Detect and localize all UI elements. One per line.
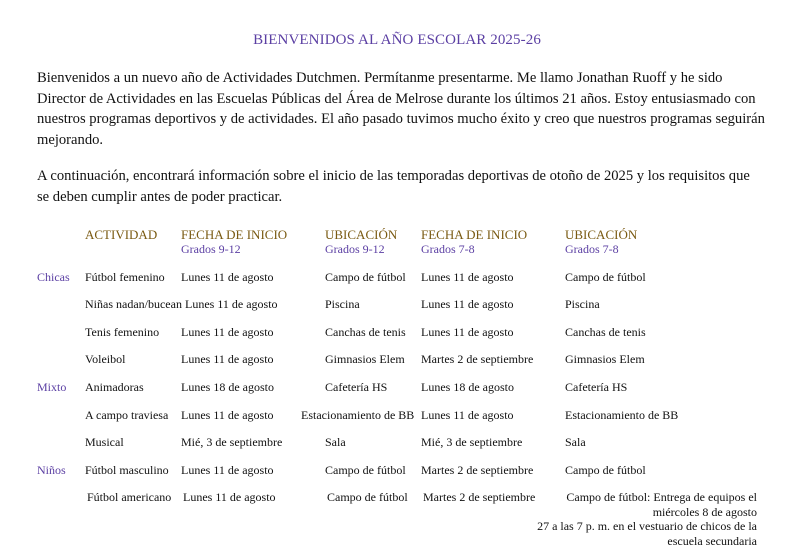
cell-date-ms: Lunes 11 de agosto <box>421 297 514 311</box>
cell-location-ms: Piscina <box>565 297 600 311</box>
cell-activity: Niñas nadan/bucean <box>85 297 182 311</box>
cell-location-hs: Piscina <box>325 297 360 311</box>
note-line: 27 a las 7 p. m. en el vestuario de chicos de la <box>537 519 757 534</box>
cell-location-ms: Campo de fútbol <box>565 270 646 284</box>
cell-date-ms: Martes 2 de septiembre <box>423 490 536 504</box>
subheader-grades-9-12: Grados 9-12 <box>325 242 385 256</box>
football-equipment-note <box>517 490 757 548</box>
cell-location-hs: Campo de fútbol <box>327 490 408 504</box>
cell-activity: Fútbol americano <box>87 490 172 504</box>
cell-location-hs: Campo de fútbol <box>325 270 406 284</box>
cell-date-ms: Martes 2 de septiembre <box>421 463 534 477</box>
cell-date-hs: Mié, 3 de septiembre <box>181 435 283 449</box>
cell-location-ms: Cafetería HS <box>565 380 628 394</box>
note-line: Campo de fútbol: Entrega de equipos el <box>566 490 757 504</box>
header-location-hs: UBICACIÓN <box>325 227 398 242</box>
intro-paragraph: Bienvenidos a un nuevo año de Actividades Dutchmen. Permítanme presentarme. Me llamo Jonathan Ruoff y he sido Director de Actividades en las Escuelas Públicas del Área de Melrose durante los últimos 21 años. Estoy entusiasmado con nuestros programas deportivos y de actividades. El año pasado tuvimos mucho éxito y creo que nuestros programas seguirán mejorando. <box>37 70 765 148</box>
cell-activity: A campo traviesa <box>85 408 169 422</box>
cell-date-ms: Martes 2 de septiembre <box>421 352 534 366</box>
group-label-girls: Chicas <box>37 270 70 284</box>
cell-activity: Tenis femenino <box>85 325 160 339</box>
cell-location-ms: Estacionamiento de BB <box>565 408 679 422</box>
info-paragraph: A continuación, encontrará información sobre el inicio de las temporadas deportivas de otoño de 2025 y los requisitos que se deben cumplir antes de poder practicar. <box>37 168 750 205</box>
cell-date-hs: Lunes 11 de agosto <box>181 352 274 366</box>
cell-date-hs: Lunes 11 de agosto <box>181 270 274 284</box>
cell-date-ms: Lunes 11 de agosto <box>421 325 514 339</box>
cell-date-ms: Mié, 3 de septiembre <box>421 435 523 449</box>
cell-date-ms: Lunes 18 de agosto <box>421 380 514 394</box>
cell-activity: Musical <box>85 435 124 449</box>
cell-location-ms: Gimnasios Elem <box>565 352 645 366</box>
note-line: escuela secundaria <box>667 533 757 548</box>
subheader-grades-7-8: Grados 7-8 <box>421 242 475 256</box>
cell-activity: Fútbol femenino <box>85 270 165 284</box>
header-start-date-hs: FECHA DE INICIO <box>181 227 288 242</box>
cell-location-hs: Gimnasios Elem <box>325 352 405 366</box>
header-activity: ACTIVIDAD <box>85 227 158 242</box>
cell-date-hs: Lunes 11 de agosto <box>181 325 274 339</box>
note-line: miércoles 8 de agosto <box>652 504 757 519</box>
cell-date-hs: Lunes 11 de agosto <box>181 408 274 422</box>
subheader-grades-7-8: Grados 7-8 <box>565 242 619 256</box>
cell-date-hs: Lunes 18 de agosto <box>181 380 274 394</box>
cell-date-hs: Lunes 11 de agosto <box>183 490 276 504</box>
cell-activity: Fútbol masculino <box>85 463 169 477</box>
group-label-mixed: Mixto <box>37 380 67 394</box>
cell-location-hs: Cafetería HS <box>325 380 388 394</box>
cell-activity: Animadoras <box>85 380 144 394</box>
cell-location-hs: Campo de fútbol <box>325 463 406 477</box>
header-start-date-ms: FECHA DE INICIO <box>421 227 528 242</box>
cell-activity: Voleibol <box>85 352 126 366</box>
cell-location-hs: Canchas de tenis <box>325 325 406 339</box>
header-location-ms: UBICACIÓN <box>565 227 638 242</box>
cell-location-ms: Sala <box>565 435 586 449</box>
cell-location-ms: Canchas de tenis <box>565 325 646 339</box>
subheader-grades-9-12: Grados 9-12 <box>181 242 241 256</box>
cell-date-hs: Lunes 11 de agosto <box>185 297 278 311</box>
group-label-boys: Niños <box>37 463 66 477</box>
cell-location-hs: Estacionamiento de BB <box>301 408 415 422</box>
cell-date-ms: Lunes 11 de agosto <box>421 270 514 284</box>
cell-date-ms: Lunes 11 de agosto <box>421 408 514 422</box>
cell-location-hs: Sala <box>325 435 346 449</box>
cell-date-hs: Lunes 11 de agosto <box>181 463 274 477</box>
page-title: BIENVENIDOS AL AÑO ESCOLAR 2025-26 <box>253 32 541 48</box>
cell-location-ms: Campo de fútbol <box>565 463 646 477</box>
